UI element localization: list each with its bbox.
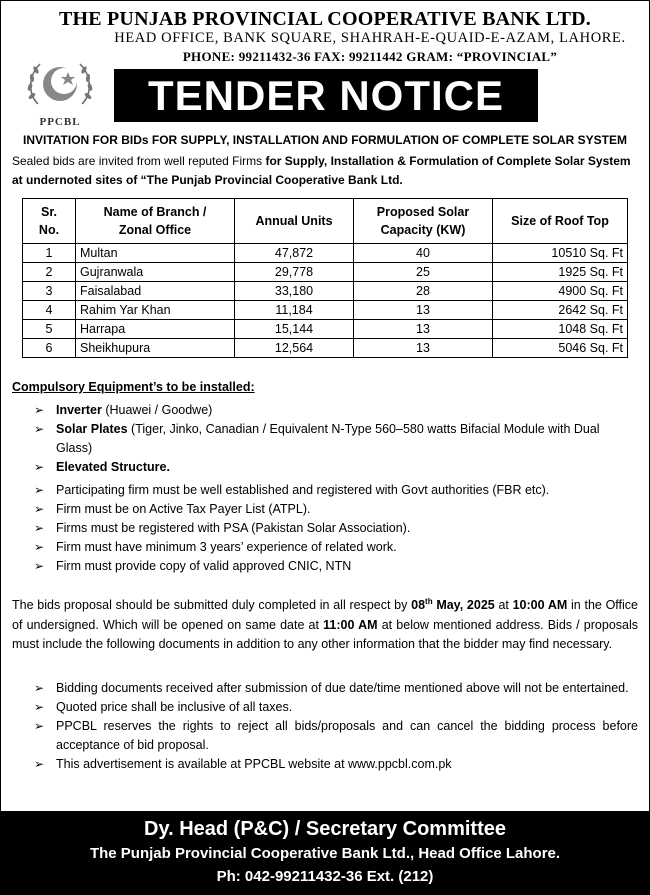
submission-paragraph: [12, 592, 638, 655]
arrow-bullet-icon: ➢: [34, 757, 45, 771]
list-item: [34, 500, 638, 519]
item-text: (Tiger, Jinko, Canadian / Equivalent N-Type 560–580 watts Bifacial Module with Dual Glass): [56, 422, 600, 455]
cell-sr: 1: [23, 244, 76, 263]
cell-sr: 3: [23, 282, 76, 301]
table-header-row: [23, 199, 628, 244]
bank-logo: [18, 56, 102, 126]
letterhead: [0, 0, 650, 130]
item-bold: Solar Plates: [56, 422, 128, 436]
item-text: Participating firm must be well established and registered with Govt authorities (FBR etc).: [56, 483, 550, 497]
arrow-bullet-icon: ➢: [34, 559, 45, 573]
intro-paragraph: [12, 152, 638, 190]
cell-roof: 2642 Sq. Ft: [493, 301, 628, 320]
list-item: [34, 401, 638, 420]
cell-roof: 5046 Sq. Ft: [493, 339, 628, 358]
logo-text: PPCBL: [39, 116, 81, 128]
cell-branch: Harrapa: [76, 320, 235, 339]
cell-units: 29,778: [235, 263, 354, 282]
arrow-bullet-icon: ➢: [34, 502, 45, 516]
list-item: [34, 420, 638, 458]
cell-branch: Gujranwala: [76, 263, 235, 282]
cell-sr: 2: [23, 263, 76, 282]
signatory-phone: Ph: 042-99211432-36 Ext. (212): [216, 868, 434, 885]
table-row: [23, 301, 628, 320]
list-item: [34, 458, 638, 477]
arrow-bullet-icon: ➢: [34, 681, 45, 695]
arrow-bullet-icon: ➢: [34, 540, 45, 554]
due-date: [411, 598, 495, 612]
equipment-title: Compulsory Equipment’s to be installed:: [12, 380, 255, 394]
footer-signature-block: [0, 811, 650, 895]
conditions-list: [34, 679, 638, 774]
item-text: Firm must have minimum 3 years’ experience of related work.: [56, 540, 397, 554]
para-text: at below mentioned address. Bids / proposals must include the following documents in addition to any other information that the bidder may find necessary.: [12, 617, 639, 652]
tender-notice-banner: TENDER NOTICE: [114, 69, 538, 122]
item-text: Bidding documents received after submission of due date/time mentioned above will not be entertained.: [56, 681, 629, 695]
para-text: in the Office of undersigned. Which will be opened on same date at: [12, 598, 639, 632]
cell-roof: 1925 Sq. Ft: [493, 263, 628, 282]
list-item: [34, 679, 638, 698]
para-text: The bids proposal should be submitted duly completed in all respect by: [12, 598, 412, 613]
cell-capacity: 13: [354, 339, 493, 358]
cell-units: 33,180: [235, 282, 354, 301]
bank-contact: PHONE: 99211432-36 FAX: 99211442 GRAM: “PROVINCIAL”: [182, 49, 558, 64]
table-row: [23, 339, 628, 358]
item-text: Firm must provide copy of valid approved CNIC, NTN: [56, 559, 352, 573]
col-header-branch: [76, 199, 235, 244]
cell-capacity: 25: [354, 263, 493, 282]
list-item: [34, 717, 638, 755]
due-date-month-year: May, 2025: [432, 598, 495, 613]
table-row: [23, 282, 628, 301]
item-bold: Elevated Structure.: [56, 460, 170, 474]
arrow-bullet-icon: ➢: [34, 700, 45, 714]
cell-units: 15,144: [235, 320, 354, 339]
table-row: [23, 320, 628, 339]
cell-branch: Faisalabad: [76, 282, 235, 301]
sites-table: [22, 198, 628, 358]
arrow-bullet-icon: ➢: [34, 521, 45, 535]
col-header-units: [235, 199, 354, 244]
item-text: (Huawei / Goodwe): [101, 403, 213, 417]
opening-time: 11:00 AM: [323, 617, 378, 632]
cell-sr: 6: [23, 339, 76, 358]
signatory-title: Dy. Head (P&C) / Secretary Committee: [144, 818, 506, 840]
list-item: [34, 557, 638, 576]
item-bold: Inverter: [56, 403, 102, 417]
table-row: [23, 244, 628, 263]
arrow-bullet-icon: ➢: [34, 719, 45, 733]
arrow-bullet-icon: ➢: [34, 403, 45, 417]
col-header-capacity-label: Proposed Solar Capacity (KW): [376, 205, 470, 237]
bank-name: THE PUNJAB PROVINCIAL COOPERATIVE BANK LTD.: [58, 8, 591, 30]
cell-units: 11,184: [235, 301, 354, 320]
col-header-roof: [493, 199, 628, 244]
equipment-list: [34, 401, 638, 576]
intro-bold: for Supply, Installation & Formulation of Complete Solar System at undernoted sites of “The Punjab Provincial Cooperative Bank Ltd.: [12, 154, 631, 187]
cell-roof: 10510 Sq. Ft: [493, 244, 628, 263]
list-item: [34, 481, 638, 500]
col-header-branch-label: Name of Branch / Zonal Office: [103, 205, 207, 237]
table-row: [23, 263, 628, 282]
cell-roof: 1048 Sq. Ft: [493, 320, 628, 339]
para-text: at: [494, 598, 513, 613]
list-item: [34, 538, 638, 557]
list-item: [34, 698, 638, 717]
due-time: 10:00 AM: [512, 598, 568, 613]
arrow-bullet-icon: ➢: [34, 422, 45, 436]
signatory-organization: The Punjab Provincial Cooperative Bank Ltd., Head Office Lahore.: [89, 845, 561, 862]
cell-branch: Rahim Yar Khan: [76, 301, 235, 320]
col-header-sr: [23, 199, 76, 244]
item-text: Firm must be on Active Tax Payer List (ATPL).: [56, 502, 311, 516]
cell-branch: Sheikhupura: [76, 339, 235, 358]
col-header-sr-label: Sr. No.: [38, 205, 60, 237]
arrow-bullet-icon: ➢: [34, 460, 45, 474]
cell-branch: Multan: [76, 244, 235, 263]
cell-sr: 4: [23, 301, 76, 320]
cell-capacity: 28: [354, 282, 493, 301]
due-date-day: 08: [411, 598, 426, 613]
cell-units: 12,564: [235, 339, 354, 358]
cell-roof: 4900 Sq. Ft: [493, 282, 628, 301]
cell-capacity: 13: [354, 320, 493, 339]
col-header-units-label: Annual Units: [255, 214, 333, 228]
item-text: This advertisement is available at PPCBL website at www.ppcbl.com.pk: [56, 757, 452, 771]
col-header-roof-label: Size of Roof Top: [511, 214, 609, 228]
item-text: Firms must be registered with PSA (Pakistan Solar Association).: [56, 521, 411, 535]
cell-capacity: 13: [354, 301, 493, 320]
list-item: [34, 755, 638, 774]
cell-units: 47,872: [235, 244, 354, 263]
col-header-capacity: [354, 199, 493, 244]
list-item: [34, 519, 638, 538]
item-text: PPCBL reserves the rights to reject all bids/proposals and can cancel the bidding process before acceptance of bid proposal.: [56, 719, 638, 752]
intro-plain: Sealed bids are invited from well reputed Firms: [12, 154, 266, 168]
invitation-heading: INVITATION FOR BIDs FOR SUPPLY, INSTALLATION AND FORMULATION OF COMPLETE SOLAR SYSTEM: [22, 133, 627, 147]
bank-address: HEAD OFFICE, BANK SQUARE, SHAHRAH-E-QUAID-E-AZAM, LAHORE.: [114, 30, 626, 46]
arrow-bullet-icon: ➢: [34, 483, 45, 497]
cell-capacity: 40: [354, 244, 493, 263]
item-text: Quoted price shall be inclusive of all taxes.: [56, 700, 293, 714]
due-date-suffix: th: [425, 597, 433, 606]
cell-sr: 5: [23, 320, 76, 339]
